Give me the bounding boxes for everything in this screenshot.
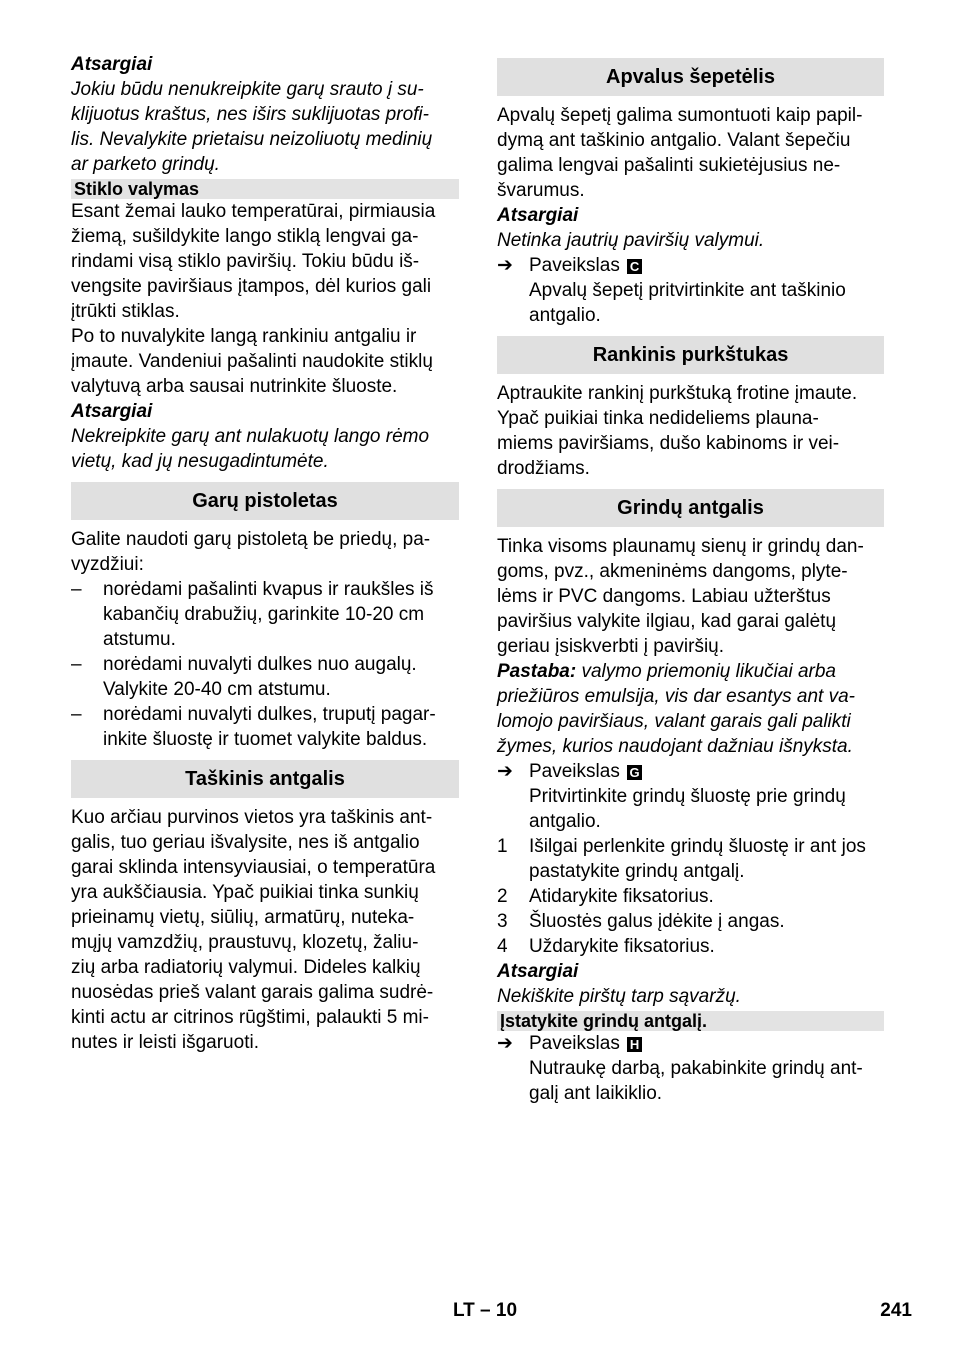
caution-text: Netinka jautrių paviršių valymui. <box>497 230 765 251</box>
numbered-step: 3 Šluostės galus įdėkite į angas. <box>497 911 785 932</box>
page-number: 241 <box>880 1300 912 1321</box>
caution-heading: Atsargiai <box>71 401 153 422</box>
footer-language-page: LT – 10 <box>452 1300 518 1321</box>
arrow-right-icon: ➔ <box>497 255 513 276</box>
step-number: 3 <box>497 911 508 932</box>
note-label: Pastaba: <box>497 661 577 682</box>
hand-nozzle-text: Aptraukite rankinį purkštuką frotine įmaute. Ypač puikiai tinka nedideliems plauna- miems paviršiams, dušo kabinoms ir vei- drodžiams. <box>497 383 858 479</box>
figure-reference: ➔ Paveikslas G <box>497 759 884 784</box>
section-heading-hand-nozzle: Rankinis purkštukas <box>497 336 884 374</box>
note-text: Pastaba: valymo priemonių likučiai arba priežiūros emulsija, vis dar esantys ant va- lomojo paviršiaus, valant garais gali palikti žymes, kurios naudojant dažniau išnyksta. <box>497 661 855 757</box>
section-heading-floor-nozzle: Grindų antgalis <box>497 489 884 527</box>
caution-heading: Atsargiai <box>497 961 579 982</box>
floor-nozzle-text: Tinka visoms plaunamų sienų ir grindų dan- goms, pvz., akmeninėms dangoms, plyte- lėms ir PVC dangoms. Labiau užterštus paviršius valykite ilgiau, kad garai galėtų geriau įsiskverbti į paviršių. <box>497 536 864 657</box>
arrow-right-icon: ➔ <box>497 761 513 782</box>
round-brush-instruction: Apvalų šepetį pritvirtinkite ant taškinio antgalio. <box>529 280 846 326</box>
figure-letter-badge: C <box>627 259 642 274</box>
section-heading-steam-gun: Garų pistoletas <box>71 482 459 520</box>
numbered-step: 2 Atidarykite fiksatorius. <box>497 886 714 907</box>
step-number: 4 <box>497 936 508 957</box>
dash-marker: – <box>71 704 82 725</box>
subheading-mount-floor-nozzle: Įstatykite grindų antgalį. <box>497 1011 884 1031</box>
caution-text: Nekreipkite garų ant nulakuotų lango rėmo vietų, kad jų nesugadintumėte. <box>71 426 430 472</box>
right-column <box>497 52 884 1106</box>
mount-instruction: Nutraukę darbą, pakabinkite grindų ant- galį ant laikiklio. <box>529 1058 863 1104</box>
step-number: 2 <box>497 886 508 907</box>
figure-letter-badge: G <box>627 765 642 780</box>
caution-heading: Atsargiai <box>71 54 153 75</box>
glass-cleaning-text: Esant žemai lauko temperatūrai, pirmiausia žiemą, sušildykite lango stiklą lengvai ga- rindami visą stiklo paviršių. Tokiu būdu iš- vengsite paviršiaus įtampos, dėl kurios gali įtrūkti stiklas. Po to nuvalykite langą rankiniu antgaliu ir įmaute. Vandeniui pašalinti naudokite stiklų valytuvą arba sausai nutrinkite šluoste. <box>71 201 436 397</box>
round-brush-text: Apvalų šepetį galima sumontuoti kaip papil- dymą ant taškinio antgalio. Valant šepečiu galima lengvai pašalinti sukietėjusius ne- švarumus. <box>497 105 863 201</box>
caution-heading: Atsargiai <box>497 205 579 226</box>
caution-text: Nekiškite pirštų tarp sąvaržų. <box>497 986 741 1007</box>
numbered-step: 4 Uždarykite fiksatorius. <box>497 936 715 957</box>
list-item: – norėdami nuvalyti dulkes nuo augalų. Valykite 20-40 cm atstumu. <box>71 654 417 700</box>
figure-reference: ➔ Paveikslas H <box>497 1031 884 1056</box>
floor-nozzle-instruction: Pritvirtinkite grindų šluostę prie grindų antgalio. <box>529 786 846 832</box>
dash-marker: – <box>71 654 82 675</box>
point-nozzle-text: Kuo arčiau purvinos vietos yra taškinis ant- galis, tuo geriau išvalysite, nes iš antgalio garai sklinda intensyviausiai, o temperatūra yra aukščiausia. Ypač puikiai tinka sunkių prieinamų vietų, siūlių, armatūrų, nuteka- mųjų vamzdžių, praustuvų, klozetų, žaliu- zių arba radiatorių valymui. Dideles kalkių nuosėdas prieš valant garais galima sudrė- kinti actu ar citrinos rūgštimi, palaukti 5 mi- nutes ir leisti išgaruoti. <box>71 807 436 1053</box>
figure-letter-badge: H <box>627 1037 642 1052</box>
left-column <box>71 52 459 1055</box>
arrow-right-icon: ➔ <box>497 1033 513 1054</box>
numbered-step: 1 Išilgai perlenkite grindų šluostę ir ant jos pastatykite grindų antgalį. <box>497 836 866 882</box>
section-heading-round-brush: Apvalus šepetėlis <box>497 58 884 96</box>
section-heading-point-nozzle: Taškinis antgalis <box>71 760 459 798</box>
list-item: – norėdami pašalinti kvapus ir raukšles iš kabančių drabužių, garinkite 10-20 cm atstumu. <box>71 579 434 650</box>
list-item: – norėdami nuvalyti dulkes, truputį pagar- inkite šluostę ir tuomet valykite baldus. <box>71 704 436 750</box>
steam-gun-intro: Galite naudoti garų pistoletą be priedų, pa- vyzdžiui: <box>71 529 431 575</box>
subheading-glass-cleaning: Stiklo valymas <box>71 179 459 199</box>
step-number: 1 <box>497 836 508 857</box>
dash-marker: – <box>71 579 82 600</box>
figure-reference: ➔ Paveikslas C <box>497 253 884 278</box>
caution-text: Jokiu būdu nenukreipkite garų srauto į su- klijuotus kraštus, nes iširs suklijuotas profi- lis. Nevalykite prietaisu neizoliuotų medinių ar parketo grindų. <box>71 79 433 175</box>
